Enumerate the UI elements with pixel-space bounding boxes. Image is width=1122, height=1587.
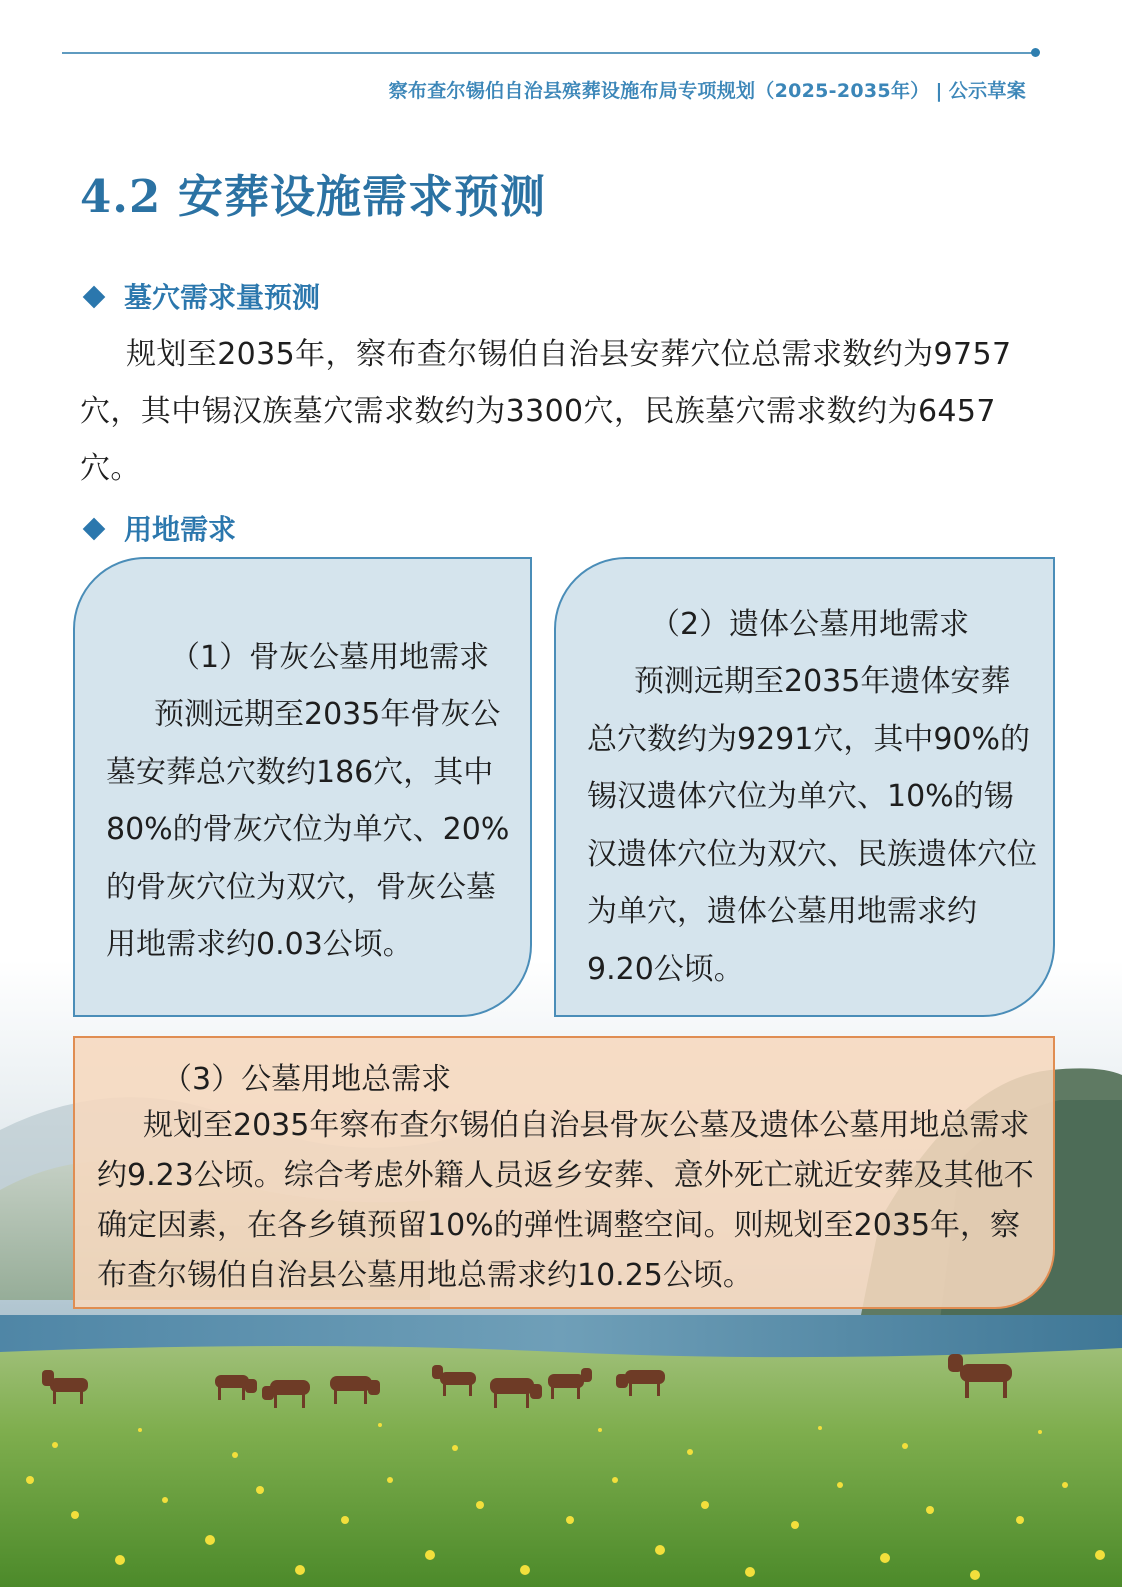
card-title: （1）骨灰公墓用地需求 <box>170 640 490 675</box>
card-title: （3）公墓用地总需求 <box>162 1062 452 1097</box>
card-ash-cemetery <box>73 557 532 1017</box>
diamond-bullet-icon <box>83 518 106 541</box>
diamond-bullet-icon <box>83 286 106 309</box>
header-rule <box>62 52 1036 54</box>
header-separator: | <box>935 80 943 102</box>
subheading-label: 墓穴需求量预测 <box>124 281 321 314</box>
section-heading: 4.2 安葬设施需求预测 <box>80 170 546 223</box>
running-header <box>389 76 1026 103</box>
document-status: 公示草案 <box>948 80 1026 102</box>
document-title: 察布查尔锡伯自治县殡葬设施布局专项规划（2025-2035年） <box>388 80 930 102</box>
subheading-grave-demand <box>82 276 320 316</box>
card-body: 规划至2035年察布查尔锡伯自治县骨灰公墓及遗体公墓用地总需求约9.23公顷。综合考虑外籍人员返乡安葬、意外死亡就近安葬及其他不确定因素，在各乡镇预留10%的弹性调整空间。则规划至2035年，察布查尔锡伯自治县公墓用地总需求约10.25公顷。 <box>97 1108 1034 1293</box>
grave-demand-paragraph: 规划至2035年，察布查尔锡伯自治县安葬穴位总需求数约为9757穴，其中锡汉族墓穴需求数约为3300穴，民族墓穴需求数约为6457穴。 <box>80 337 1012 486</box>
card-body: 预测远期至2035年骨灰公墓安葬总穴数约186穴，其中80%的骨灰穴位为单穴、20%的骨灰穴位为双穴，骨灰公墓用地需求约0.03公顷。 <box>106 697 510 962</box>
card-body-cemetery <box>554 557 1055 1017</box>
subheading-label: 用地需求 <box>124 513 237 546</box>
subheading-land-demand <box>82 508 236 548</box>
card-title: （2）遗体公墓用地需求 <box>650 607 970 642</box>
header-rule-dot <box>1031 48 1040 57</box>
card-total-demand <box>73 1036 1055 1309</box>
card-body: 预测远期至2035年遗体安葬总穴数约为9291穴，其中90%的锡汉遗体穴位为单穴、10%的锡汉遗体穴位为双穴、民族遗体穴位为单穴，遗体公墓用地需求约9.20公顷。 <box>587 664 1037 987</box>
